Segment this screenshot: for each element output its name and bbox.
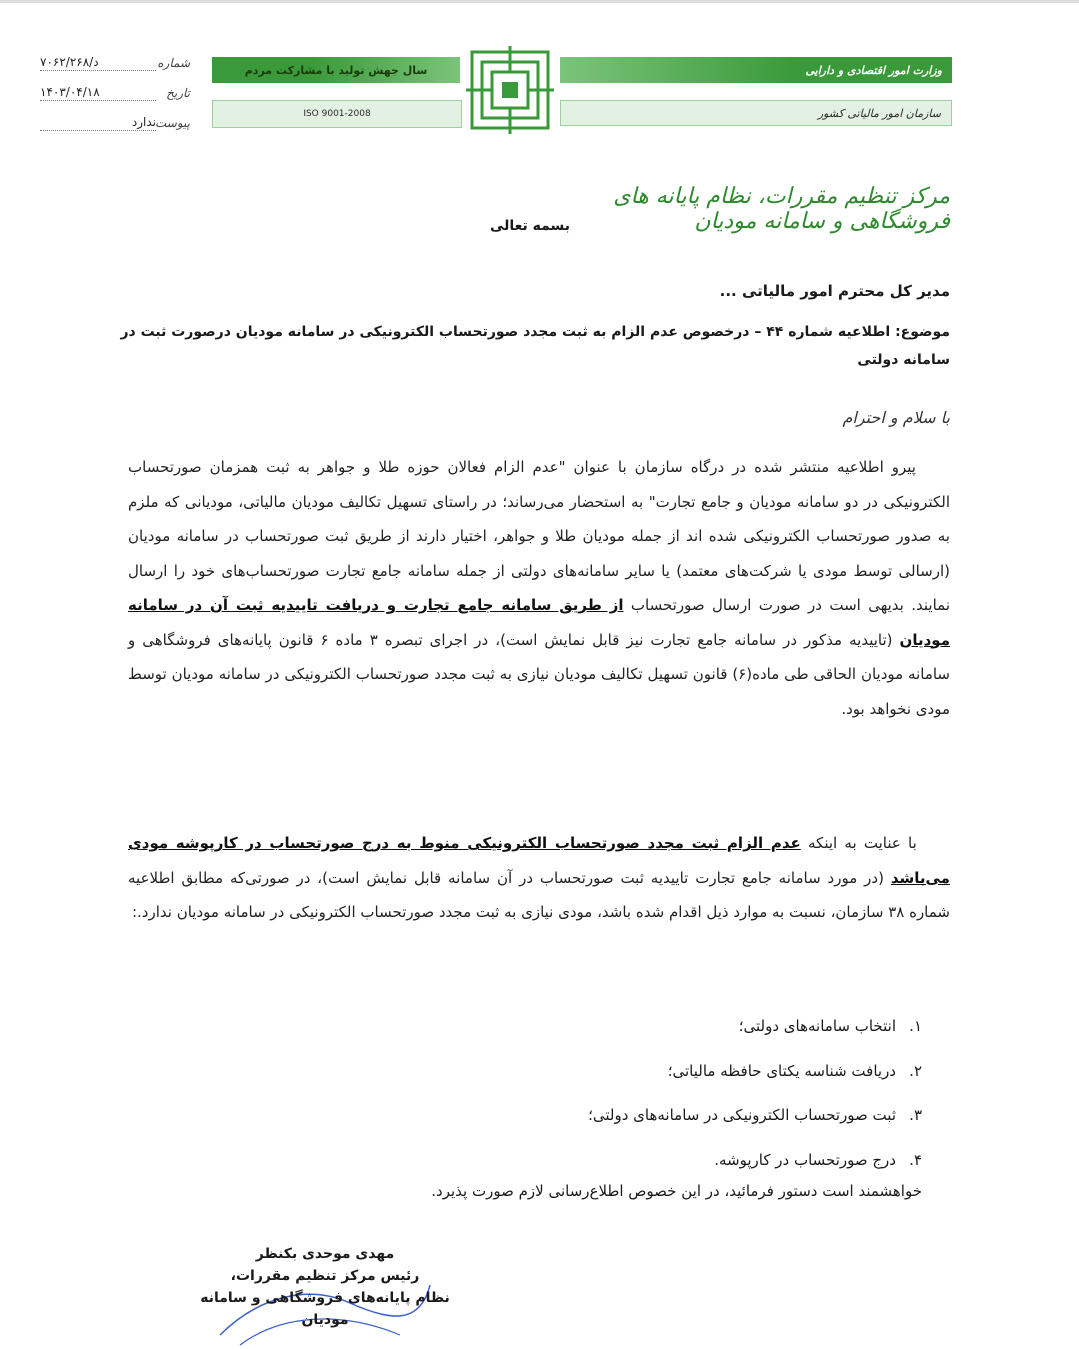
paragraph-1-part-2: (تاییدیه مذکور در سامانه جامع تجارت نیز قابل نمایش است)، در اجرای تبصره ۳ ماده ۶ قانون پایانه‌های فروشگاهی و سامانه مودیان الحاقی طی ماده(۶) قانون تسهیل تکالیف مودیان نیازی به ثبت مجدد صورتحساب الکترونیکی در سامانه مودیان توسط مودی نخواهد بود.	[128, 630, 950, 718]
closing-request: خواهشمند است دستور فرمائید، در این خصوص اطلاع‌رسانی لازم صورت پذیرد.	[431, 1182, 922, 1200]
recipient: مدیر کل محترم امور مالیاتی ...	[719, 282, 950, 300]
paragraph-2-part-2: (در مورد سامانه جامع تجارت تاییدیه ثبت صورتحساب در آن سامانه قابل نمایش است)، در صورتی‌که مطابق اطلاعیه شماره ۳۸ سازمان، نسبت به موارد ذیل اقدام شده باشد، مودی نیازی به ثبت مجدد صورتحساب الکترونیکی در سامانه مودیان ندارد.:	[128, 868, 950, 921]
center-title: مرکز تنظیم مقررات، نظام پایانه های فروشگاهی و سامانه مودیان	[613, 184, 950, 234]
paragraph-2-part-1: با عنایت به اینکه	[808, 834, 917, 852]
ministry-text: وزارت امور اقتصادی و دارایی	[805, 63, 942, 77]
tax-organization-emblem-icon	[466, 46, 554, 134]
attachment-value: ندارد	[40, 115, 156, 131]
letter-meta	[40, 48, 190, 138]
paragraph-1-part-1: پیرو اطلاعیه منتشر شده در درگاه سازمان با عنوان "عدم الزام فعالان حوزه طلا و جواهر به ثبت همزمان صورتحساب الکترونیکی در دو سامانه مودیان و جامع تجارت" به استحضار می‌رساند؛ در راستای تسهیل تکالیف مودیان مالیاتی، مودیانی که ملزم به صدور صورتحساب الکترونیکی شده اند از جمله مودیان طلا و جواهر، اختیار دارند از طریق ثبت صورتحساب در سامانه مودیان (ارسالی توسط مودی یا شرکت‌های معتمد) یا سایر سامانه‌های دولتی از جمله سامانه جامع تجارت صورتحساب‌های خود را ارسال نمایند. بدیهی است در صورت ارسال صورتحساب	[128, 458, 950, 614]
list-item-text: درج صورتحساب در کارپوشه.	[714, 1150, 896, 1169]
ministry-band	[560, 57, 952, 83]
list-item-text: انتخاب سامانه‌های دولتی؛	[738, 1017, 896, 1035]
number-label: شماره	[157, 56, 190, 70]
signer-title-line-1: رئیس مرکز تنظیم مقررات،	[230, 1268, 420, 1284]
requirements-list	[300, 1004, 922, 1182]
attachment-row	[40, 108, 190, 138]
organization-text: سازمان امور مالیاتی کشور	[817, 106, 941, 120]
besmeh: بسمه تعالی	[489, 218, 571, 234]
date-row	[40, 78, 190, 108]
date-label: تاریخ	[166, 86, 190, 100]
list-item-number: ۴.	[909, 1150, 922, 1169]
signer-name: مهدی موحدی بکنظر	[255, 1246, 395, 1262]
signature-block	[180, 1243, 470, 1331]
paragraph-2	[128, 826, 950, 930]
slogan-band	[212, 57, 460, 83]
top-border	[0, 0, 1079, 3]
list-item-number: ۲.	[909, 1061, 922, 1080]
number-value: ۷۰۶۲/۲۶۸/د	[40, 55, 156, 71]
list-item	[300, 1049, 922, 1094]
signer-title-line-2: نظام پایانه‌های فروشگاهی و سامانه مودیان	[200, 1290, 450, 1328]
paragraph-2-highlight: عدم الزام ثبت مجدد صورتحساب الکترونیکی منوط به درج صورتحساب در کارپوشه مودی می‌باشد	[128, 834, 950, 887]
number-row	[40, 48, 190, 78]
list-item-number: ۳.	[909, 1106, 922, 1124]
subject: موضوع: اطلاعیه شماره ۴۴ – درخصوص عدم الزام به ثبت مجدد صورتحساب الکترونیکی در سامانه مودیان درصورت ثبت در سامانه دولتی	[120, 324, 950, 368]
attachment-label: پیوست	[155, 116, 190, 130]
list-item-number: ۱.	[909, 1017, 922, 1035]
list-item-text: ثبت صورتحساب الکترونیکی در سامانه‌های دولتی؛	[588, 1106, 896, 1124]
salutation: با سلام و احترام	[842, 408, 950, 427]
paragraph-1-highlight: از طریق سامانه جامع تجارت و دریافت تاییدیه ثبت آن در سامانه مودیان	[128, 596, 950, 649]
organization-band	[560, 100, 952, 126]
list-item	[300, 1093, 922, 1138]
paragraph-1	[128, 450, 950, 726]
iso-text: ISO 9001-2008	[303, 109, 371, 119]
date-value: ۱۴۰۳/۰۴/۱۸	[40, 85, 156, 101]
slogan-text: سال جهش تولید با مشارکت مردم	[244, 63, 428, 77]
list-item	[300, 1004, 922, 1049]
iso-band	[212, 100, 462, 128]
list-item-text: دریافت شناسه یکتای حافظه مالیاتی؛	[667, 1061, 896, 1080]
